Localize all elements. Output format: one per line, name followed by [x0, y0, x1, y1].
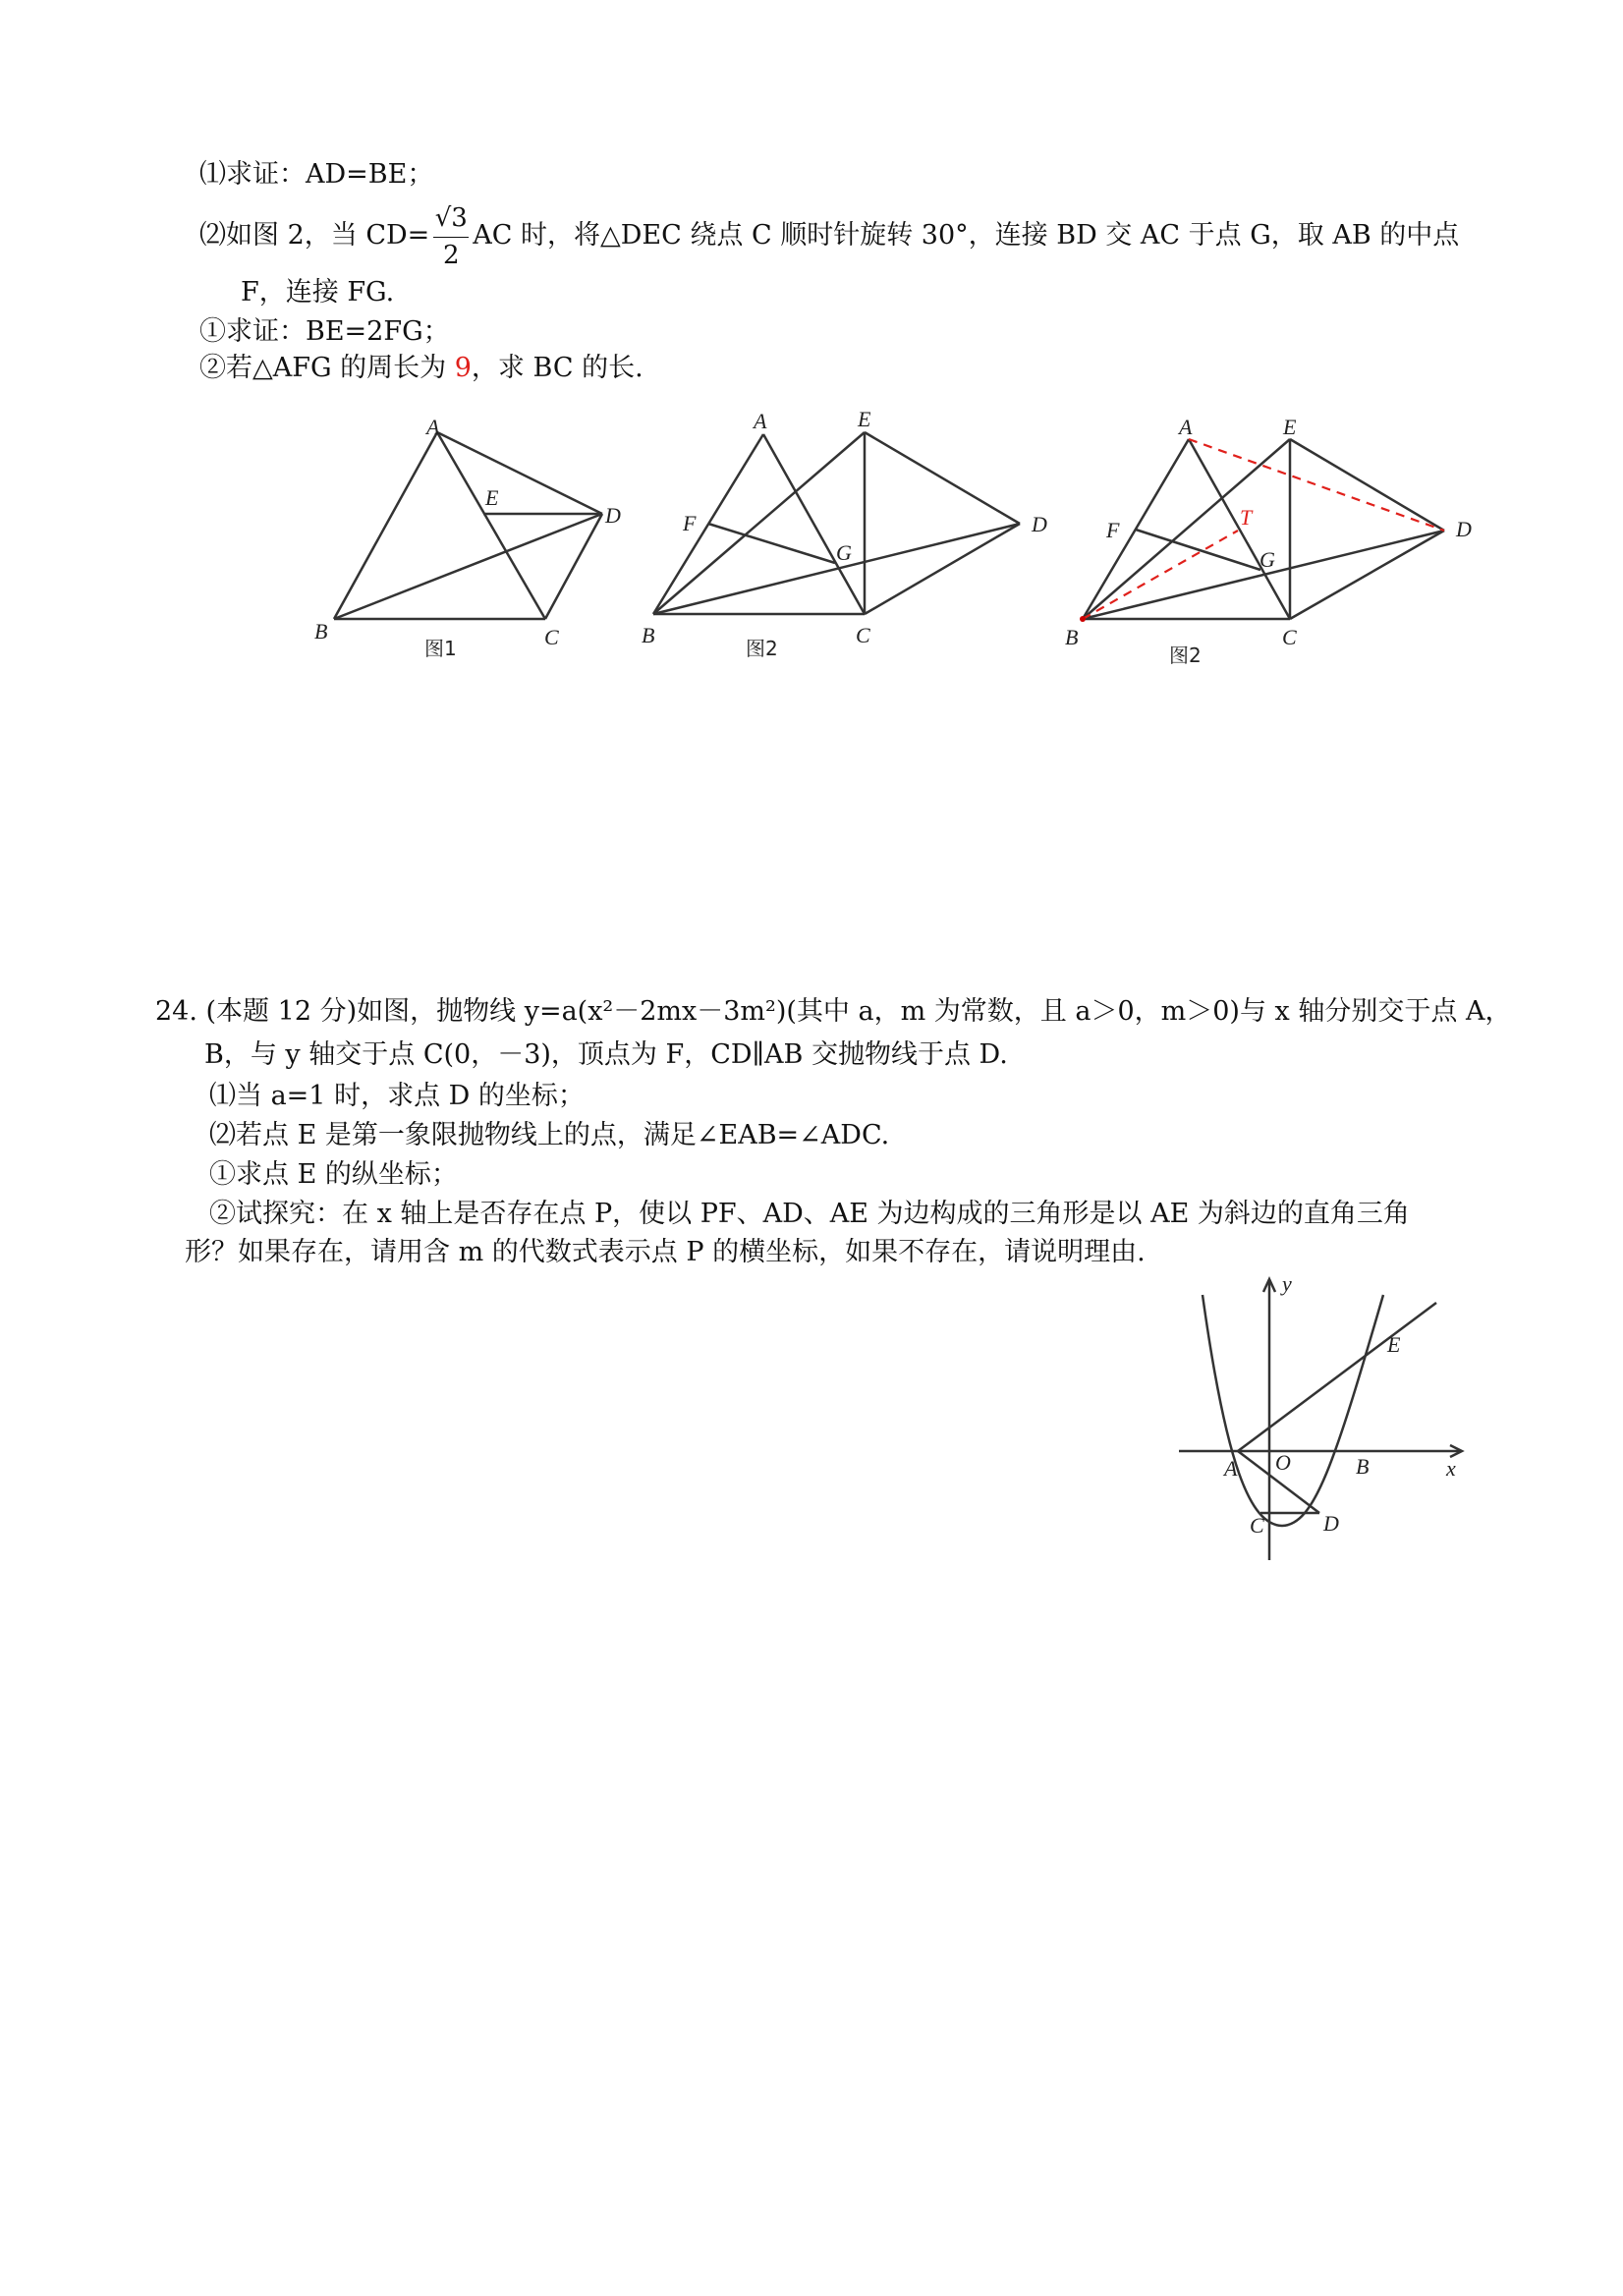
label-D: D [1323, 1511, 1339, 1536]
fraction-denominator: 2 [443, 240, 460, 270]
label-E: E [1283, 415, 1297, 439]
q23-sub2 [199, 351, 644, 386]
q24-part1: ⑴当 a=1 时，求点 D 的坐标； [209, 1081, 585, 1111]
label-A: A [426, 415, 440, 439]
label-A: A [1224, 1456, 1238, 1481]
q23-sub1: ①求证：BE=2FG； [199, 316, 450, 347]
label-D: D [1032, 512, 1047, 536]
label-C: C [1250, 1513, 1264, 1538]
figure-2 [634, 403, 1066, 668]
label-F: F [683, 511, 697, 535]
q24-line2: B，与 y 轴交于点 C(0，－3)，顶点为 F，CD∥AB 交抛物线于点 D. [204, 1039, 1008, 1070]
parabola-graph [1169, 1267, 1483, 1572]
q23-part2 [199, 200, 1459, 271]
q23-sub2-post: ，求 BC 的长. [471, 353, 644, 383]
label-G: G [1259, 547, 1275, 572]
figure-2-caption: 图2 [746, 637, 778, 660]
label-B: B [1065, 625, 1079, 649]
label-A: A [754, 409, 767, 433]
label-B: B [642, 623, 655, 647]
label-C: C [856, 623, 870, 647]
q24-part2: ⑵若点 E 是第一象限抛物线上的点，满足∠EAB=∠ADC. [209, 1120, 890, 1150]
q23-part2-cont: F，连接 FG. [241, 277, 395, 308]
q24-sub1: ①求点 E 的纵坐标； [209, 1159, 458, 1190]
label-A: A [1179, 415, 1193, 439]
label-D: D [1456, 517, 1472, 541]
label-E: E [1387, 1332, 1401, 1357]
q23-part2-prefix: ⑵如图 2，当 CD= [199, 220, 430, 251]
label-B: B [1356, 1454, 1370, 1479]
q23-sub2-pre: ②若△AFG 的周长为 [199, 353, 455, 383]
q24-sub2-line1: ②试探究：在 x 轴上是否存在点 P，使以 PF、AD、AE 为边构成的三角形是以 AE 为斜边的直角三角 [209, 1199, 1410, 1229]
q23-part1: ⑴求证：AD=BE； [199, 159, 434, 190]
label-B: B [314, 619, 328, 644]
label-T: T [1240, 505, 1253, 530]
label-F: F [1106, 518, 1120, 542]
label-x: x [1446, 1456, 1456, 1481]
figure-1-caption: 图1 [424, 637, 457, 660]
perimeter-value: 9 [454, 353, 472, 383]
label-E: E [485, 485, 499, 510]
figure-1 [305, 413, 639, 668]
label-O: O [1275, 1450, 1291, 1475]
label-G: G [836, 540, 852, 565]
q23-part2-suffix: AC 时，将△DEC 绕点 C 顺时针旋转 30°，连接 BD 交 AC 于点 G，取 AB 的中点 [473, 220, 1460, 251]
label-C: C [1282, 625, 1297, 649]
q24-sub2-line2: 形？如果存在，请用含 m 的代数式表示点 P 的横坐标，如果不存在，请说明理由. [185, 1237, 1146, 1267]
q24-line1: 24. (本题 12 分)如图，抛物线 y=a(x²－2mx－3m²)(其中 a，m 为常数，且 a＞0，m＞0)与 x 轴分别交于点 A， [155, 996, 1512, 1027]
label-C: C [544, 625, 559, 649]
label-y: y [1282, 1271, 1292, 1296]
fraction-sqrt3-over-2 [433, 201, 469, 272]
label-D: D [605, 503, 621, 528]
label-E: E [858, 407, 871, 431]
figure-3 [1061, 405, 1493, 670]
figure-3-caption: 图2 [1169, 644, 1202, 667]
fraction-numerator: √3 [434, 202, 468, 233]
